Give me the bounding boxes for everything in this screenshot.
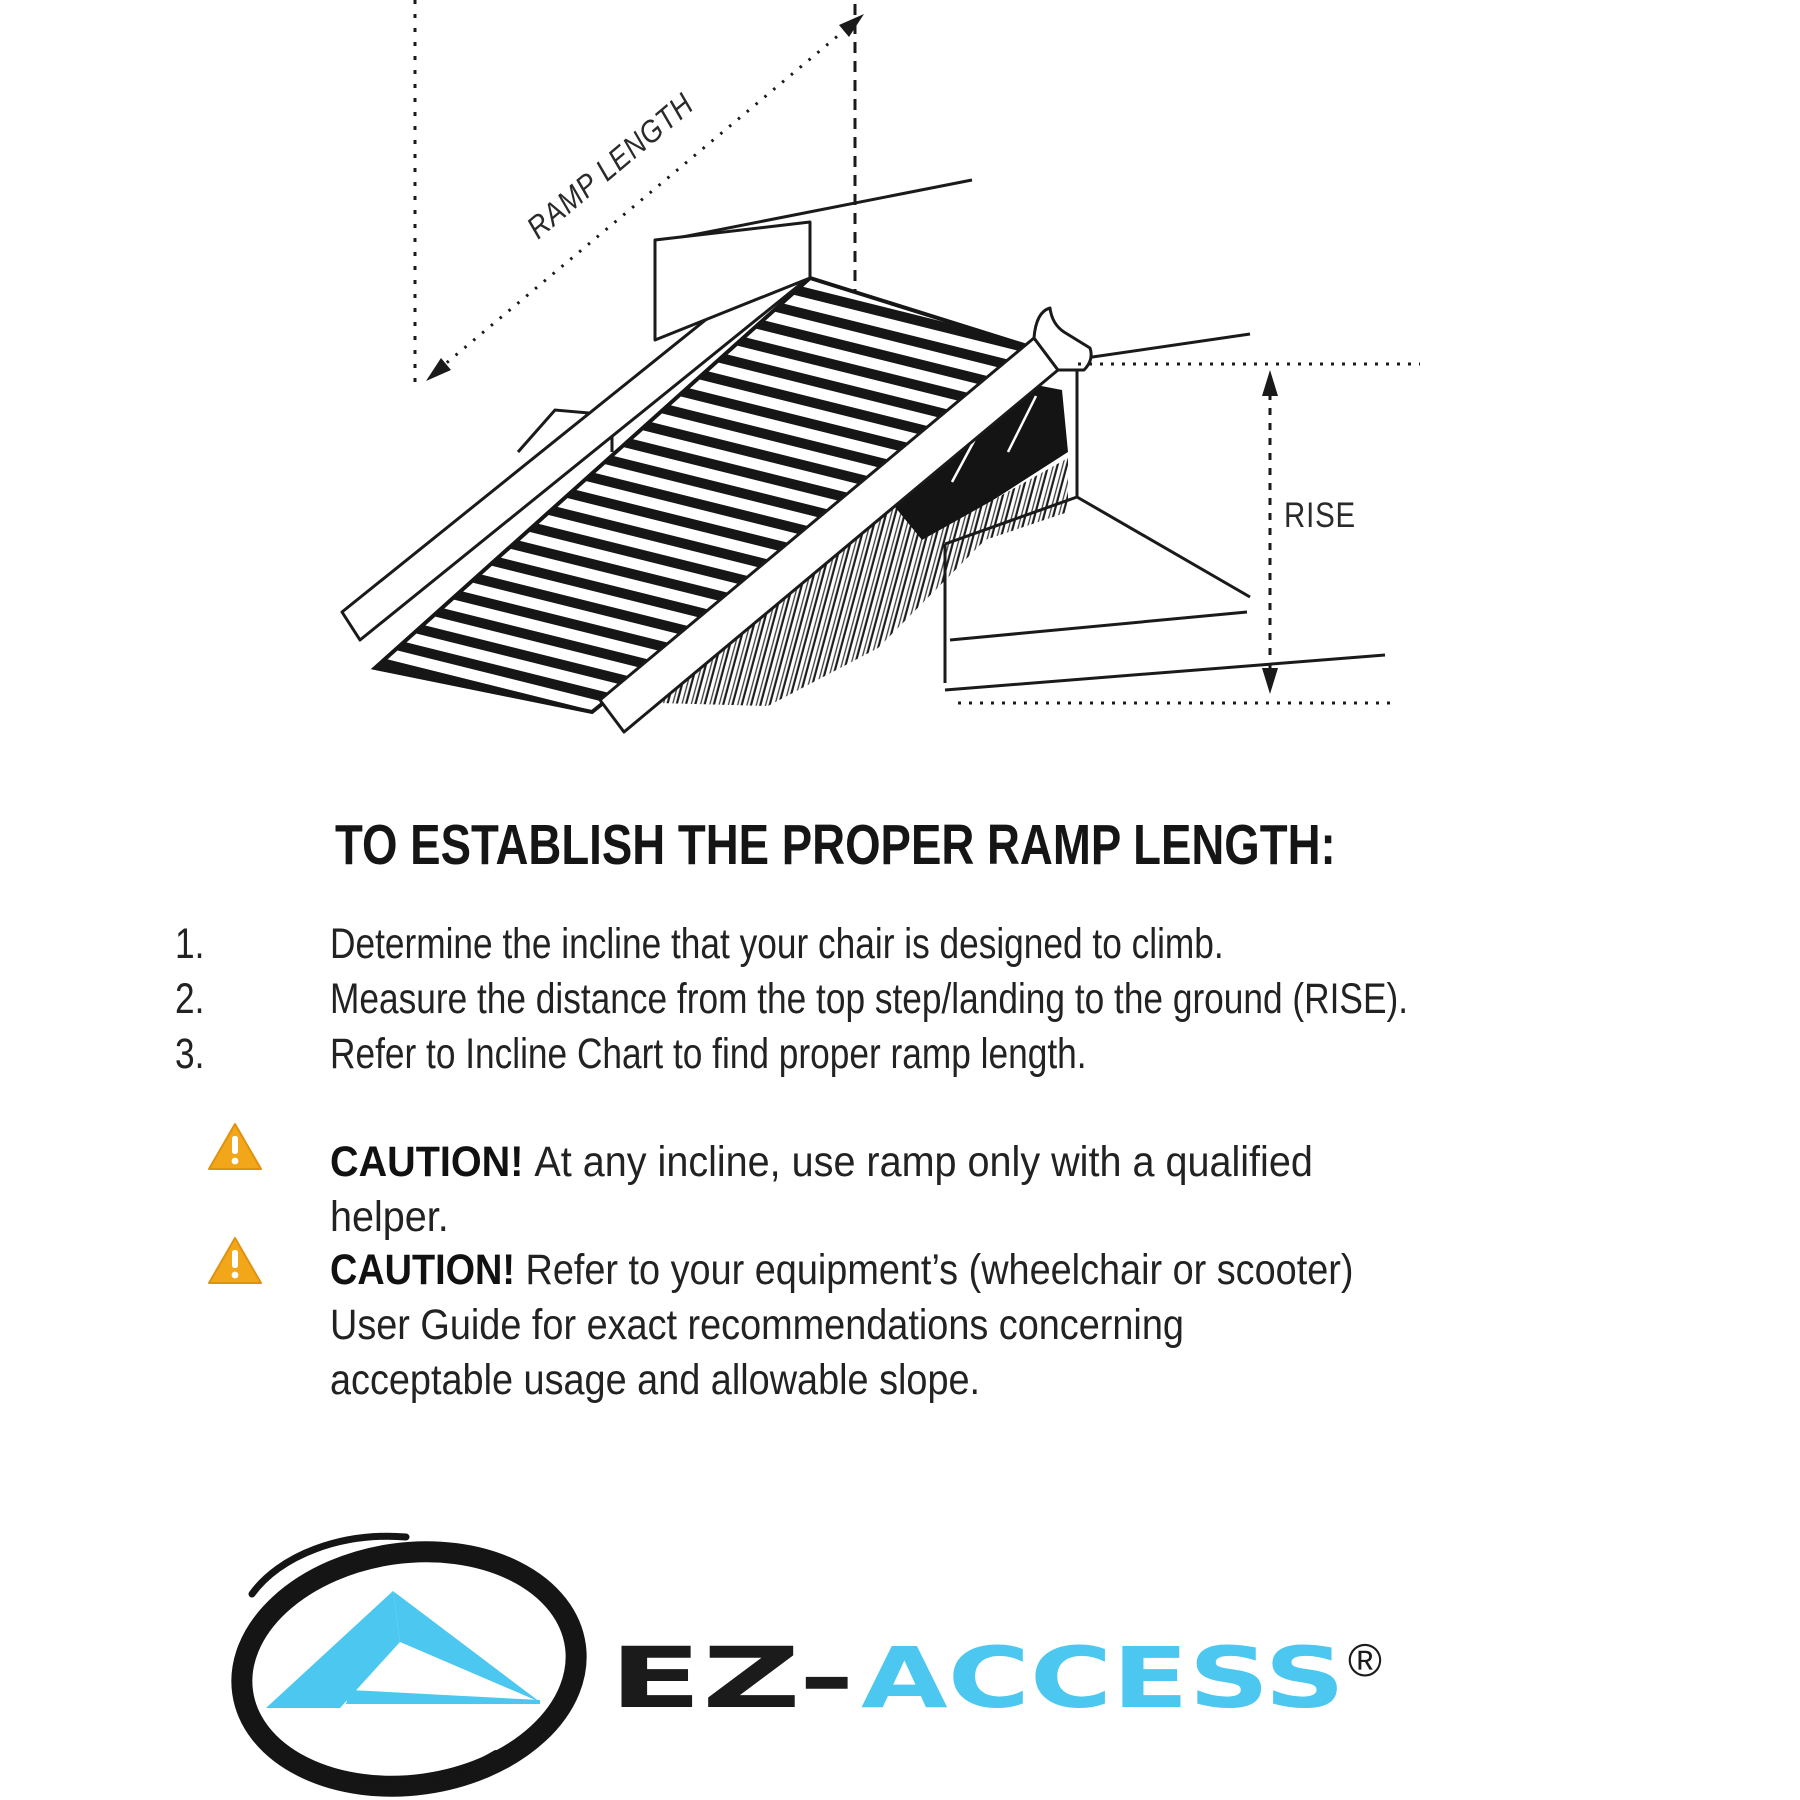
rise-arrowhead-up [1262,370,1278,396]
warning-icon [205,1120,265,1174]
logo-text-ez: EZ- [609,1629,855,1727]
caution-prefix: CAUTION! [330,1246,515,1294]
list-item-number: 3. [175,1030,205,1078]
ez-access-logo [200,1520,1450,1800]
ground-edge-far [945,655,1385,690]
ramp-diagram [0,0,1800,800]
caution-text-line: CAUTION! Refer to your equipment’s (wheelchair or scooter) [330,1246,1354,1294]
rise-arrowhead-down [1262,668,1278,694]
caution-text-line: User Guide for exact recommendations concerning [330,1301,1184,1349]
step-bottom-right-edge [1077,497,1250,597]
caution-prefix: CAUTION! [330,1138,524,1186]
landing-edge-line [657,180,972,242]
page-title: TO ESTABLISH THE PROPER RAMP LENGTH: [335,813,1336,877]
logo-triangle-mark [266,1591,540,1708]
warning-icon [205,1234,265,1288]
caution-text-line: helper. [330,1193,449,1241]
logo-oval-swoosh [226,1531,591,1800]
list-item: Measure the distance from the top step/landing to the ground (RISE). [330,975,1409,1023]
list-item: Refer to Incline Chart to find proper ramp length. [330,1030,1087,1078]
list-item: Determine the incline that your chair is designed to climb. [330,920,1224,968]
logo-text-access: ACCESS [861,1629,1345,1727]
list-item-number: 2. [175,975,205,1023]
arrowhead-top [839,14,864,37]
registered-trademark-icon: ® [1348,1634,1382,1686]
caution-text-line: CAUTION! At any incline, use ramp only with a qualified [330,1138,1313,1186]
ramp-length-label: RAMP LENGTH [520,68,722,246]
ground-edge-near [950,612,1247,640]
caution-text-line: acceptable usage and allowable slope. [330,1356,981,1404]
rise-label: RISE [1284,496,1356,535]
list-item-number: 1. [175,920,205,968]
